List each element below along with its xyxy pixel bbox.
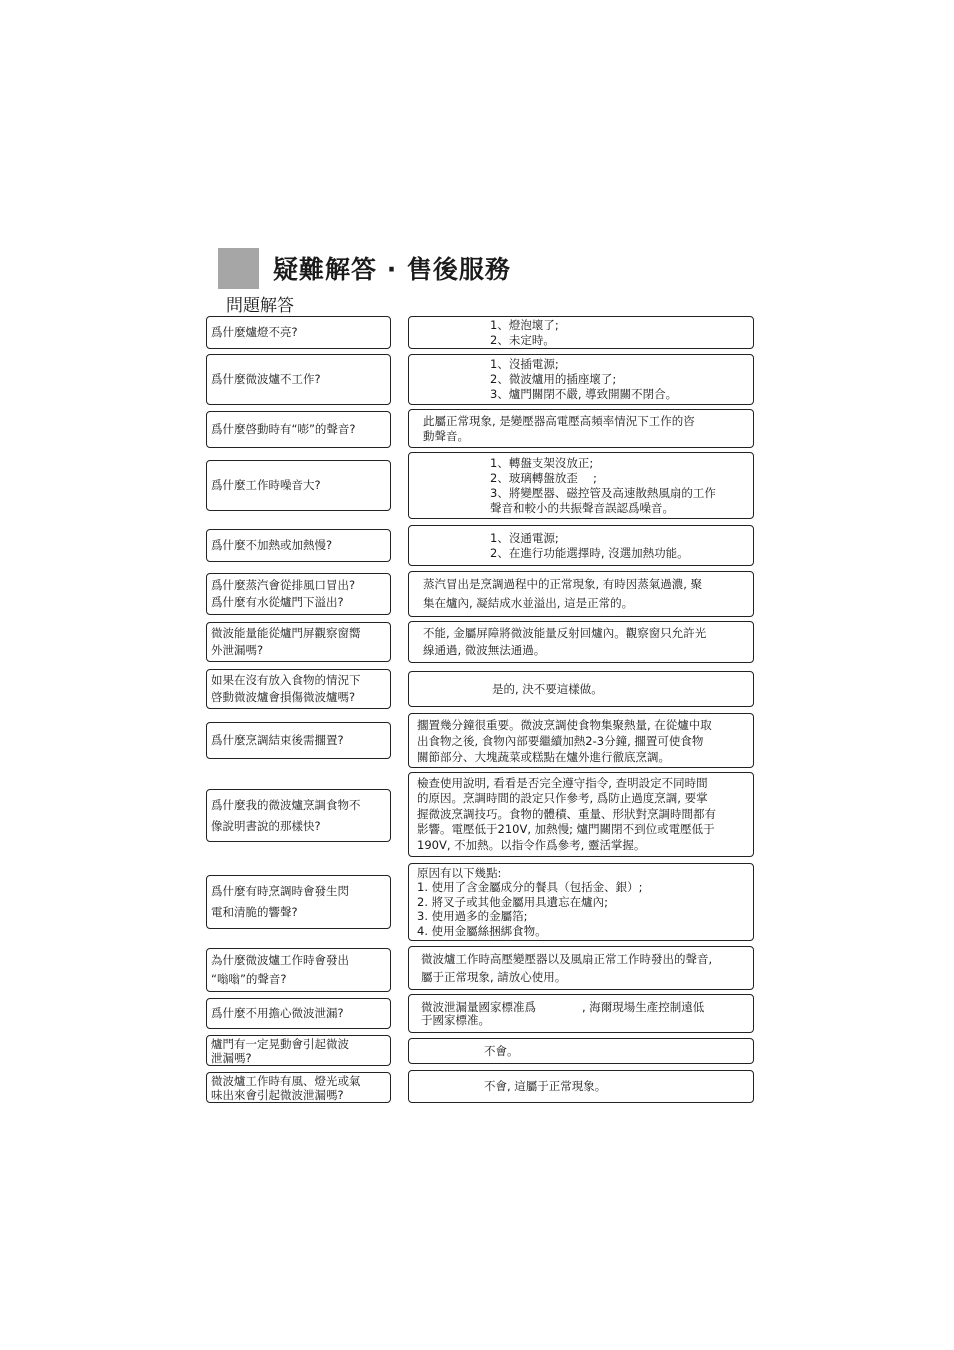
answer-box <box>408 409 754 448</box>
answer-text: 不能, 金屬屏障將微波能量反射回爐內。觀察窗只允許光 線通過, 微波無法通過。 <box>423 626 707 657</box>
question-box <box>206 875 391 929</box>
question-text: 爲什麼不用擔心微波泄漏? <box>211 1006 344 1020</box>
answer-text: 是的, 決不要這樣做。 <box>492 681 603 696</box>
question-box <box>206 1035 391 1066</box>
answer-text: 不會, 這屬于正常現象。 <box>484 1079 607 1093</box>
answer-box <box>408 994 754 1033</box>
answer-box <box>408 713 754 768</box>
section-marker-block <box>218 248 259 289</box>
question-text: 爲什麼蒸汽會從排風口冒出? 爲什麼有水從爐門下溢出? <box>211 578 356 609</box>
question-text: 微波能量能從爐門屏觀察窗嚮 外泄漏嗎? <box>211 626 361 657</box>
question-box <box>206 411 391 448</box>
answer-text: 1、燈泡壞了; 2、未定時。 <box>490 317 559 347</box>
answer-box <box>408 452 754 519</box>
page-title: 疑難解答 · 售後服務 <box>273 255 511 284</box>
question-box <box>206 722 391 759</box>
answer-box <box>408 671 754 707</box>
question-box <box>206 460 391 511</box>
question-text: 爲什麼爐燈不亮? <box>211 325 298 339</box>
question-box <box>206 622 391 662</box>
question-box <box>206 789 391 842</box>
answer-box <box>408 354 754 405</box>
question-box <box>206 948 391 992</box>
question-text: 爐門有一定晃動會引起微波 泄漏嗎? <box>211 1036 349 1065</box>
answer-text: 微波爐工作時高壓變壓器以及風扇正常工作時發出的聲音, 屬于正常現象, 請放心使用。 <box>421 952 713 984</box>
question-box <box>206 354 391 405</box>
answer-box <box>408 525 754 566</box>
answer-box <box>408 772 754 857</box>
answer-text: 原因有以下幾點: 1. 使用了含金屬成分的餐具（包括金、銀）; 2. 將叉子或其他金屬用具遺忘在爐內; 3. 使用過多的金屬箔; 4. 使用金屬絲捆綁食物。 <box>417 865 643 938</box>
question-text: 爲什麼微波爐不工作? <box>211 372 321 386</box>
answer-text: 此屬正常現象, 是變壓器高電壓高頻率情況下工作的咨 動聲音。 <box>423 413 695 443</box>
answer-box <box>408 1070 754 1103</box>
question-text: 爲什麼有時烹調時會發生閃 電和清脆的響聲? <box>211 884 349 919</box>
answer-text: 蒸汽冒出是烹調過程中的正常現象, 有時因蒸氣過濃, 聚 集在爐內, 凝結成水並溢出, 這是正常的。 <box>423 577 703 610</box>
question-text: 爲什麼我的微波爐烹調食物不 像說明書說的那樣快? <box>211 797 361 833</box>
question-box <box>206 529 391 562</box>
answer-box <box>408 571 754 617</box>
answer-text: 1、轉盤支架沒放正; 2、玻璃轉盤放歪 ; 3、將變壓器、磁控管及高速散熱風扇的工作 聲音和較小的共振聲音誤認爲噪音。 <box>490 455 716 515</box>
answer-text: 微波泄漏量國家標准爲 , 海爾現場生產控制遠低 于國家標准。 <box>421 999 705 1027</box>
answer-box <box>408 1038 754 1064</box>
question-text: 爲什麼啓動時有“嘭”的聲音? <box>211 422 356 436</box>
question-text: 如果在沒有放入食物的情況下 啓動微波爐會損傷微波爐嗎? <box>211 673 361 704</box>
question-text: 微波爐工作時有風、燈光或氣 味出來會引起微波泄漏嗎? <box>211 1073 361 1102</box>
answer-text: 擱置幾分鐘很重要。微波烹調使食物集聚熱量, 在從爐中取 出食物之後, 食物內部要繼續加熱2-3分鐘, 擱置可使食物 關節部分、大塊蔬菜或糕點在爐外進行徹底烹調。 <box>417 717 712 764</box>
answer-box <box>408 946 754 990</box>
answer-text: 1、沒通電源; 2、在進行功能選擇時, 沒選加熱功能。 <box>490 530 689 560</box>
answer-text: 檢查使用說明, 看看是否完全遵守指令, 查明設定不同時間 的原因。烹調時間的設定只作參考, 爲防止過度烹調, 要掌 握微波烹調技巧。食物的體積、重量、形狀對烹調時間都有 影響。電壓低于210V, 加熱慢; 爐門關閉不到位或電壓低于 190V, 不加熱。以指令作爲參考, 靈活掌握。 <box>417 775 716 852</box>
section-title: 問題解答 <box>226 296 294 316</box>
answer-text: 不會。 <box>484 1043 519 1058</box>
answer-box <box>408 621 754 663</box>
answer-box <box>408 863 754 941</box>
question-text: 爲什麼不加熱或加熱慢? <box>211 538 333 552</box>
question-box <box>206 316 391 349</box>
question-box <box>206 669 391 709</box>
answer-text: 1、沒插電源; 2、微波爐用的插座壞了; 3、爐門關閉不嚴, 導致開關不閉合。 <box>490 357 678 401</box>
question-text: 為什麼微波爐工作時會發出 “嗡嗡”的聲音? <box>211 953 349 986</box>
question-text: 爲什麼烹調結束後需擱置? <box>211 733 344 747</box>
question-box <box>206 573 391 615</box>
question-text: 爲什麼工作時噪音大? <box>211 478 321 492</box>
question-box <box>206 998 391 1029</box>
answer-box <box>408 316 754 349</box>
question-box <box>206 1072 391 1103</box>
